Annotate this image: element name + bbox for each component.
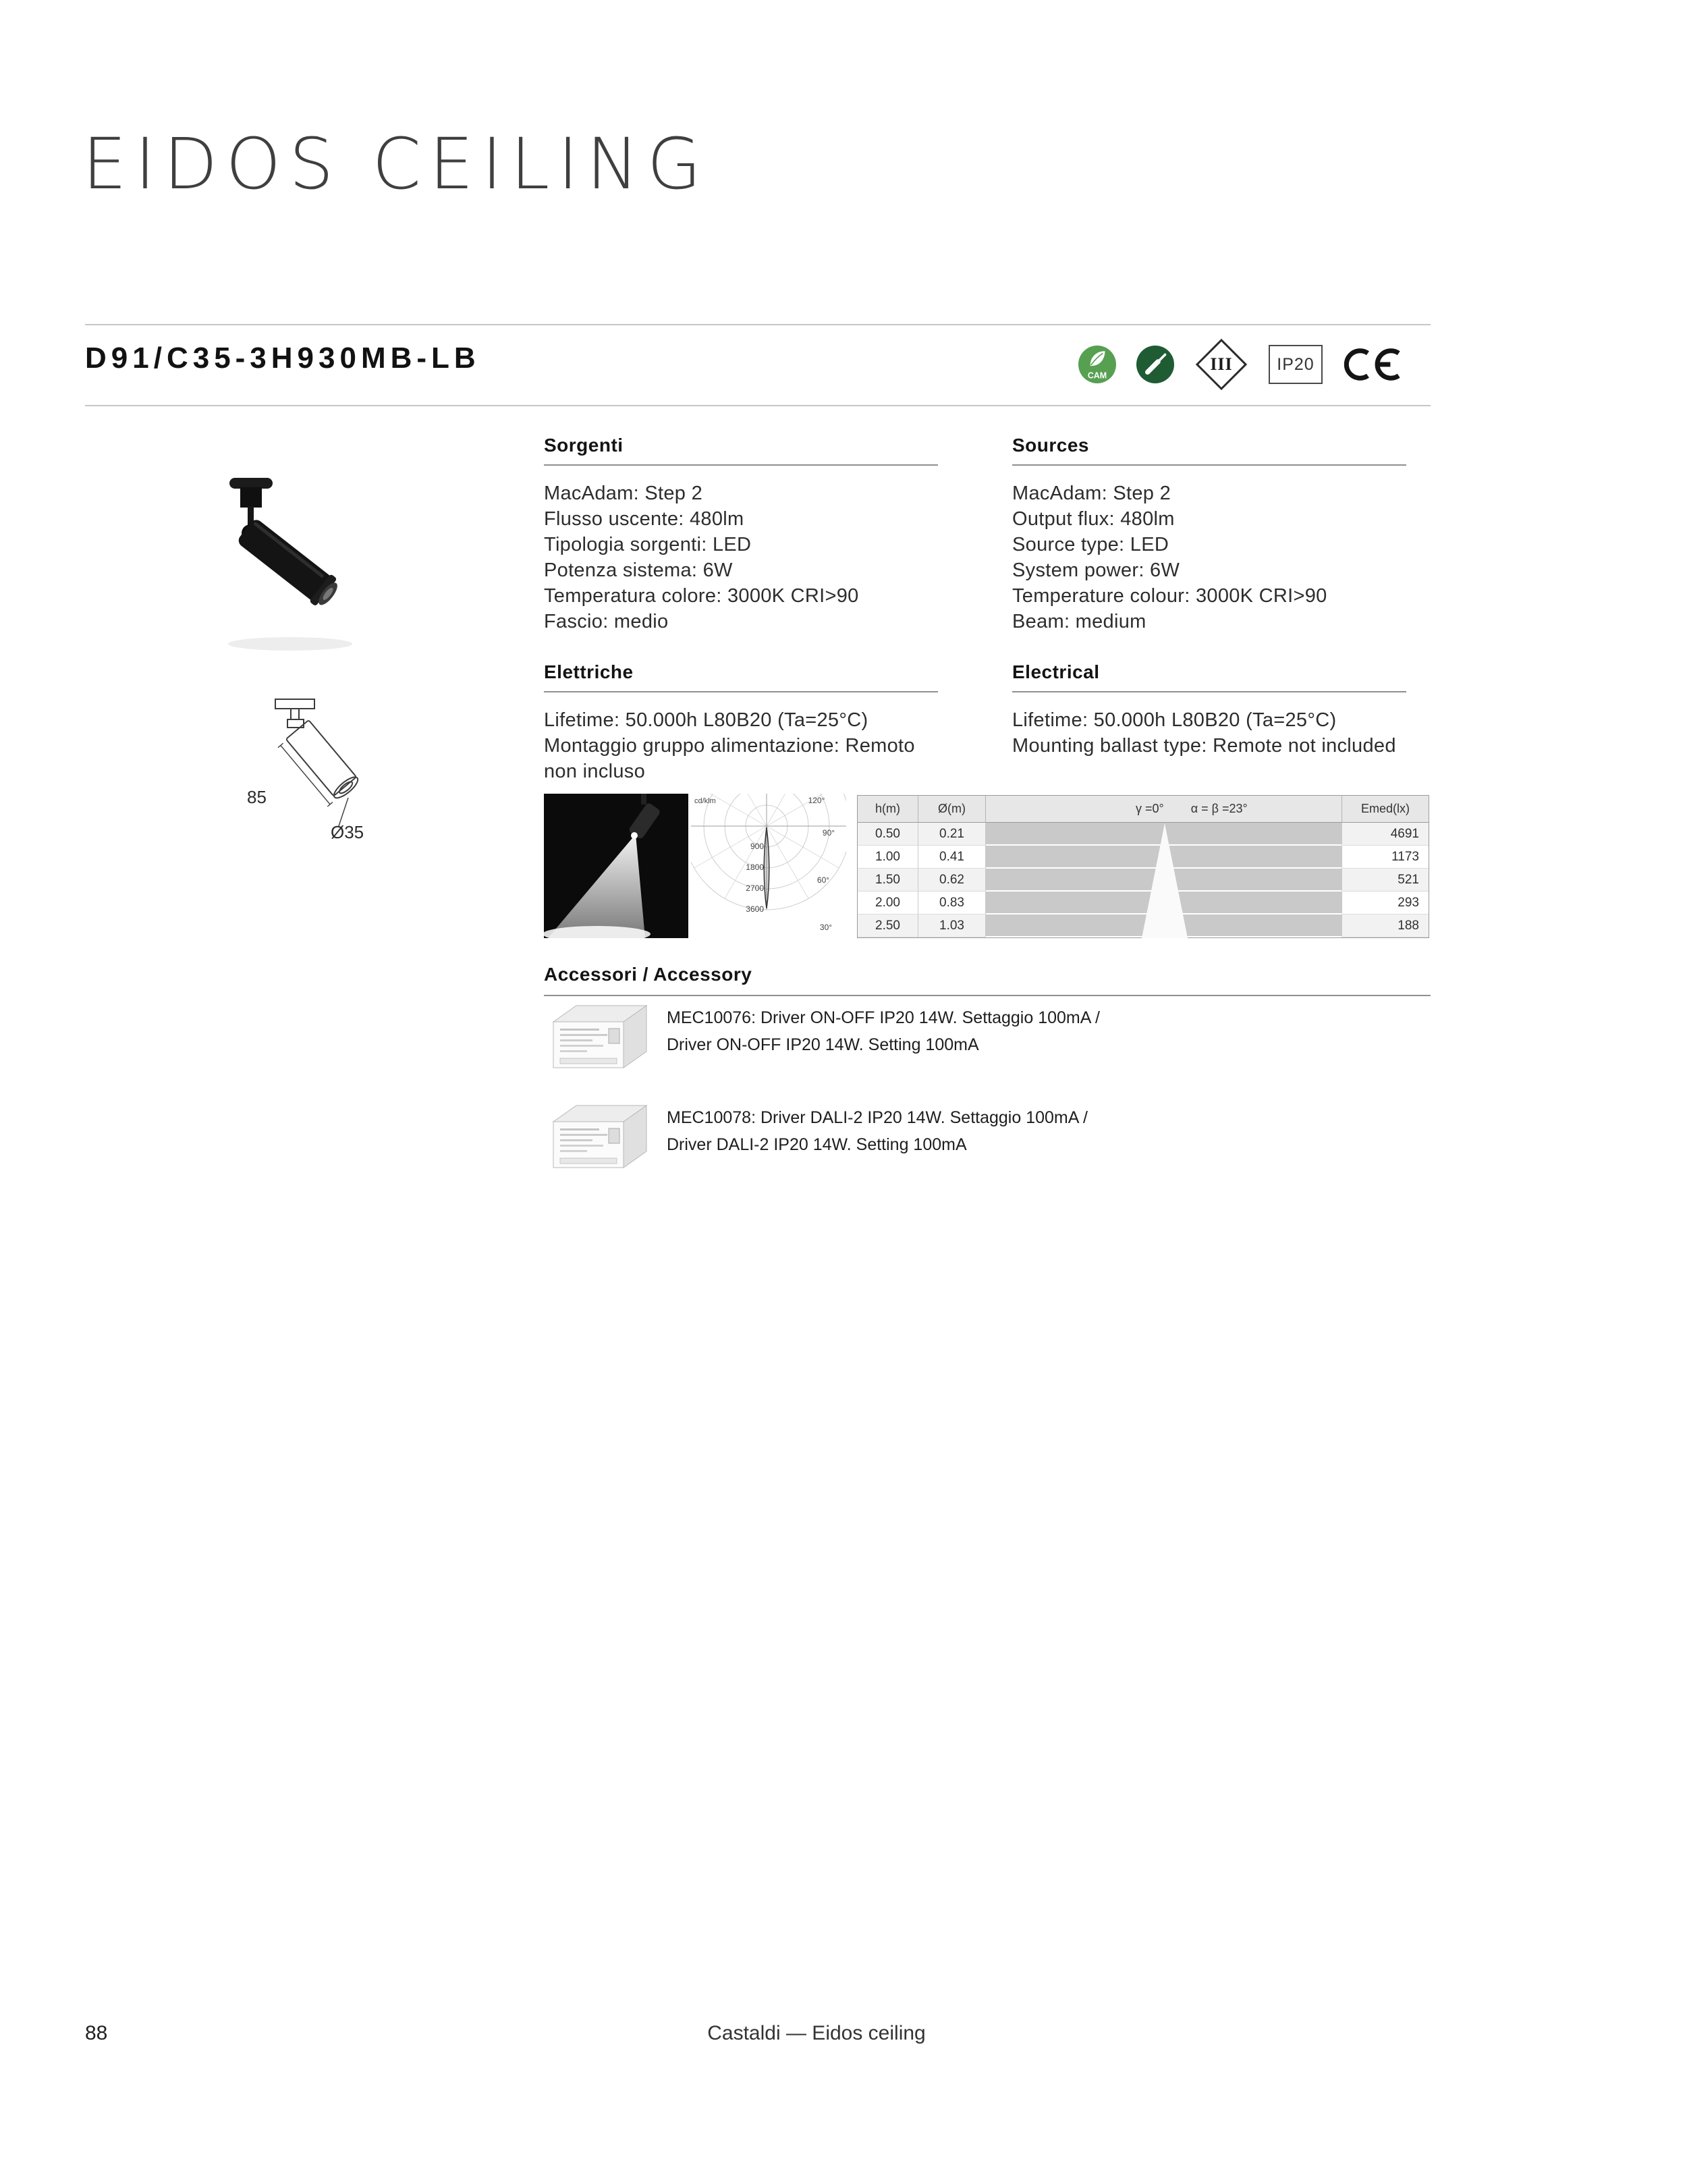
spec-line: Montaggio gruppo alimentazione: Remoto non incluso (544, 735, 915, 782)
table-cell: 521 (1342, 869, 1429, 892)
table-cell: 2.00 (858, 892, 918, 914)
accessory-item (667, 1104, 1088, 1158)
length-dimension-label: 85 (247, 787, 267, 807)
polar-unit-label: cd/klm (694, 797, 716, 805)
polar-angle-label: 90° (822, 828, 835, 838)
section-title: Electrical (1012, 661, 1406, 692)
section-title: Sorgenti (544, 435, 938, 466)
accessory-line: Driver DALI-2 IP20 14W. Setting 100mA (667, 1135, 967, 1154)
table-cell: 0.50 (858, 823, 918, 846)
footer-text: Castaldi — Eidos ceiling (707, 2022, 926, 2044)
spec-line: System power: 6W (1012, 559, 1180, 581)
table-header: Emed(lx) (1342, 796, 1429, 823)
polar-diagram (691, 794, 846, 938)
polar-ring-label: 2700 (746, 883, 764, 893)
beam-band-cell (986, 823, 1342, 846)
diameter-dimension-label: Ø35 (331, 822, 364, 842)
cam-badge (1078, 346, 1116, 383)
spec-line: Temperature colour: 3000K CRI>90 (1012, 585, 1327, 607)
driver-photo (544, 1099, 652, 1172)
ce-mark (1343, 346, 1402, 383)
divider (85, 324, 1431, 325)
spec-line: MacAdam: Step 2 (1012, 483, 1171, 504)
section-elettriche (544, 661, 938, 784)
dimension-drawing (240, 695, 389, 857)
spec-line: Temperatura colore: 3000K CRI>90 (544, 585, 859, 607)
table-cell: 0.41 (918, 846, 986, 869)
photometric-table (857, 795, 1429, 938)
page-title: EIDOS CEILING (82, 123, 710, 205)
section-sorgenti (544, 435, 938, 634)
beam-gamma-label: γ =0° (1136, 802, 1164, 815)
section-electrical (1012, 661, 1406, 759)
polar-angle-label: 30° (819, 923, 833, 932)
spec-line: Beam: medium (1012, 611, 1146, 632)
polar-ring-label: 3600 (746, 904, 764, 914)
accessory-line: Driver ON-OFF IP20 14W. Setting 100mA (667, 1035, 979, 1054)
product-photo (182, 467, 385, 663)
class-iii-label: III (1210, 354, 1233, 374)
driver-badge (1136, 346, 1174, 383)
driver-photo (544, 999, 652, 1072)
section-title: Sources (1012, 435, 1406, 466)
polar-angle-label: 120° (808, 796, 825, 805)
accessory-line: MEC10078: Driver DALI-2 IP20 14W. Settaggio 100mA / (667, 1108, 1088, 1127)
section-accessories-title: Accessori / Accessory (544, 964, 1431, 996)
polar-angle-label: 60° (817, 875, 830, 885)
table-header: h(m) (858, 796, 918, 823)
cam-label: CAM (1087, 371, 1107, 381)
polar-ring-label: 900 (750, 842, 764, 851)
spec-line: Flusso uscente: 480lm (544, 508, 744, 530)
table-cell: 0.83 (918, 892, 986, 914)
beam-photo (544, 794, 688, 938)
spec-line: Source type: LED (1012, 534, 1169, 555)
accessory-line: MEC10076: Driver ON-OFF IP20 14W. Settaggio 100mA / (667, 1008, 1100, 1027)
spec-line: Fascio: medio (544, 611, 669, 632)
table-header: Ø(m) (918, 796, 986, 823)
ip-rating-badge (1269, 345, 1323, 384)
beam-band-cell (986, 846, 1342, 869)
spec-line: Mounting ballast type: Remote not included (1012, 735, 1396, 757)
section-sources (1012, 435, 1406, 634)
table-cell: 188 (1342, 914, 1429, 937)
spec-line: Output flux: 480lm (1012, 508, 1175, 530)
table-cell: 1173 (1342, 846, 1429, 869)
section-title: Elettriche (544, 661, 938, 692)
table-cell: 2.50 (858, 914, 918, 937)
ip-label: IP20 (1277, 354, 1315, 374)
table-cell: 0.62 (918, 869, 986, 892)
table-cell: 1.50 (858, 869, 918, 892)
table-cell: 1.00 (858, 846, 918, 869)
spec-line: Potenza sistema: 6W (544, 559, 733, 581)
product-code: D91/C35-3H930MB-LB (85, 342, 480, 375)
spec-line: MacAdam: Step 2 (544, 483, 702, 504)
beam-band-cell (986, 914, 1342, 937)
class-iii-badge (1194, 337, 1248, 391)
spec-line: Lifetime: 50.000h L80B20 (Ta=25°C) (544, 709, 868, 731)
beam-curve (764, 827, 769, 908)
table-cell: 4691 (1342, 823, 1429, 846)
table-cell: 293 (1342, 892, 1429, 914)
divider (85, 405, 1431, 406)
table-header-beam (986, 796, 1342, 823)
polar-ring-label: 1800 (746, 863, 764, 872)
spec-line: Tipologia sorgenti: LED (544, 534, 752, 555)
accessory-item (667, 1004, 1100, 1058)
beam-band-cell (986, 892, 1342, 914)
table-cell: 0.21 (918, 823, 986, 846)
page-number: 88 (85, 2022, 108, 2044)
table-cell: 1.03 (918, 914, 986, 937)
spec-line: Lifetime: 50.000h L80B20 (Ta=25°C) (1012, 709, 1337, 731)
beam-band-cell (986, 869, 1342, 892)
certification-badges (1078, 337, 1402, 391)
beam-alpha-label: α = β =23° (1190, 802, 1248, 815)
